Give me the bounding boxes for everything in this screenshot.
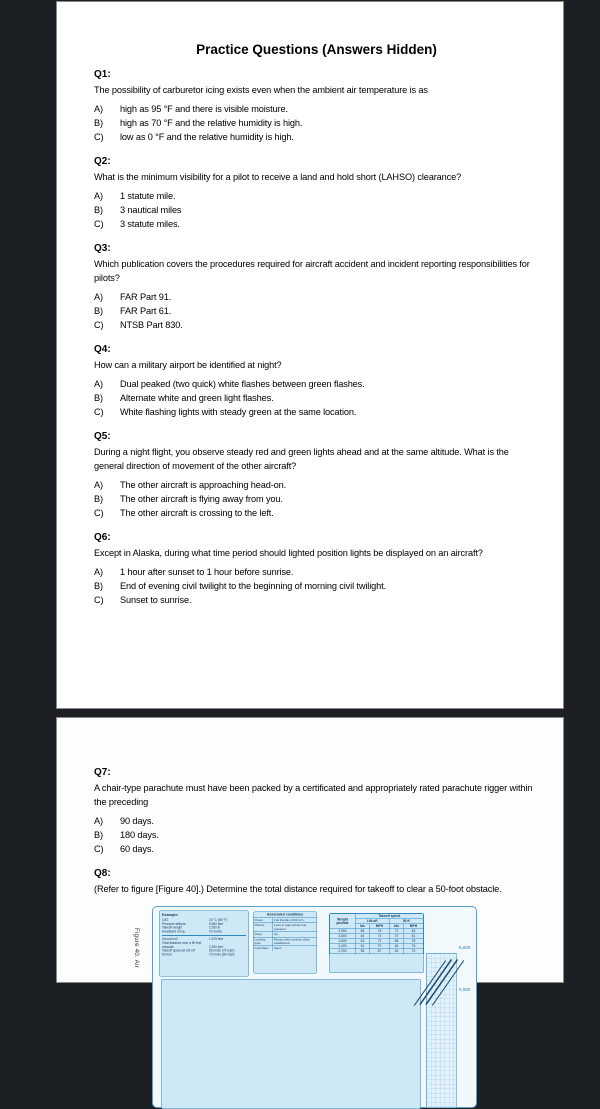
question-text: The possibility of carburetor icing exists even when the ambient air temperature is as	[94, 85, 428, 95]
option-letter: B)	[94, 306, 103, 316]
option-letter: A)	[94, 567, 103, 577]
fifty-ft-header: 50 ft	[389, 919, 423, 924]
cell: 72	[370, 939, 390, 944]
cell: 72	[389, 929, 403, 934]
option-row	[94, 391, 539, 405]
unit-header: kts	[389, 924, 403, 929]
question-options	[94, 565, 539, 607]
cell: 76	[370, 929, 390, 934]
example-row	[162, 941, 246, 949]
condition-key: Power	[254, 918, 274, 923]
option-text: 3 statute miles.	[120, 219, 180, 229]
figure-grid-panel	[426, 953, 457, 1108]
cell: 78	[404, 939, 424, 944]
option-text: Alternate white and green light flashes.	[120, 393, 274, 403]
option-letter: A)	[94, 292, 103, 302]
option-row	[94, 565, 539, 579]
question-block-q7	[94, 767, 539, 856]
example-key: Takeoff weight	[162, 926, 183, 930]
option-row	[94, 842, 539, 856]
condition-row	[254, 923, 317, 932]
question-options	[94, 814, 539, 856]
condition-value: Retract after positive climb established	[274, 937, 310, 946]
cell: 64	[355, 934, 369, 939]
question-label: Q1:	[94, 69, 111, 80]
option-text: 1 statute mile.	[120, 191, 176, 201]
example-value: 15 °C (59 °F)	[209, 918, 228, 922]
option-row	[94, 116, 539, 130]
question-block-q1	[94, 69, 539, 144]
question-block-q4	[94, 344, 539, 419]
option-row	[94, 579, 539, 593]
example-key: Pressure altitude	[162, 922, 186, 926]
question-label: Q7:	[94, 767, 111, 778]
question-label: Q2:	[94, 156, 111, 167]
unit-header: MPH	[370, 924, 390, 929]
unit-header: kts	[355, 924, 369, 929]
table-row	[330, 949, 424, 954]
example-key: Headwind comp.	[162, 929, 186, 934]
question-text: How can a military airport be identified at night?	[94, 360, 282, 370]
option-row	[94, 478, 539, 492]
option-text: NTSB Part 830.	[120, 320, 183, 330]
cell: 63	[355, 939, 369, 944]
example-key: Total distance over a 50 feet obstacle	[162, 941, 202, 949]
option-letter: C)	[94, 508, 104, 518]
option-text: FAR Part 91.	[120, 292, 172, 302]
option-text: low as 0 °F and the relative humidity is high.	[120, 132, 294, 142]
option-letter: C)	[94, 132, 104, 142]
unit-header: MPH	[404, 924, 424, 929]
figure-40-container	[152, 906, 477, 1108]
option-text: high as 70 °F and the relative humidity is high.	[120, 118, 303, 128]
example-row	[162, 930, 246, 934]
option-letter: B)	[94, 494, 103, 504]
figure-takeoff-speed-table	[329, 913, 424, 973]
option-text: The other aircraft is flying away from you.	[120, 494, 283, 504]
takeoff-speed-header: Takeoff speed	[355, 914, 423, 919]
option-letter: C)	[94, 844, 104, 854]
question-text: What is the minimum visibility for a pilot to receive a land and hold short (LAHSO) clearance?	[94, 172, 462, 182]
example-row	[162, 953, 246, 957]
condition-key: Mixture	[254, 923, 274, 931]
option-letter: C)	[94, 320, 104, 330]
cell: 70	[370, 944, 390, 949]
option-row	[94, 304, 539, 318]
figure-chart-area	[161, 979, 421, 1109]
cell-weight: 2,600	[330, 939, 356, 944]
cell: 58	[355, 949, 369, 954]
question-label: Q5:	[94, 431, 111, 442]
option-text: FAR Part 61.	[120, 306, 172, 316]
condition-value: Open	[274, 946, 282, 951]
question-block-q5	[94, 431, 539, 520]
question-label: Q4:	[94, 344, 111, 355]
example-divider	[162, 935, 246, 936]
condition-value: Full throttle 2,600 rpm	[274, 918, 304, 922]
condition-key: Cowl flaps	[254, 946, 274, 951]
document-title: Practice Questions (Answers Hidden)	[196, 42, 437, 57]
option-text: 90 days.	[120, 816, 154, 826]
option-letter: C)	[94, 595, 104, 605]
question-label: Q6:	[94, 532, 111, 543]
axis-label-6000: 6,000	[459, 945, 471, 950]
guide-line	[432, 960, 464, 1006]
liftoff-header: Lift-off	[355, 919, 389, 924]
option-text: Sunset to sunrise.	[120, 595, 192, 605]
weight-header: Weight pounds	[330, 914, 356, 929]
question-options	[94, 189, 539, 231]
option-row	[94, 405, 539, 419]
option-letter: B)	[94, 830, 103, 840]
option-letter: A)	[94, 379, 103, 389]
document-page-2	[57, 718, 563, 992]
associated-conditions-title: Associated conditions	[254, 912, 317, 918]
option-row	[94, 189, 539, 203]
cell-weight: 2,800	[330, 934, 356, 939]
condition-value: Up	[274, 932, 278, 937]
option-letter: B)	[94, 118, 103, 128]
cell: 63	[389, 949, 403, 954]
example-title: Example:	[162, 912, 179, 917]
cell: 68	[389, 939, 403, 944]
question-text: (Refer to figure [Figure 40].) Determine the total distance required for takeoff to clear a 50-foot obstacle.	[94, 884, 502, 894]
option-letter: A)	[94, 191, 103, 201]
example-key: Ground roll	[162, 937, 178, 942]
option-row	[94, 492, 539, 506]
condition-key: Flaps	[254, 932, 274, 937]
figure-caption: Figure 40. Air	[133, 928, 139, 968]
example-value: 5,650 feet	[209, 922, 224, 926]
cell: 83	[404, 929, 424, 934]
option-row	[94, 377, 539, 391]
option-row	[94, 203, 539, 217]
example-value: 2,300 feet	[209, 945, 224, 949]
question-options	[94, 377, 539, 419]
option-text: Dual peaked (two quick) white flashes between green flashes.	[120, 379, 365, 389]
question-text: Which publication covers the procedures required for aircraft accident and incident reporting responsibilities for pilots?	[94, 259, 530, 283]
option-row	[94, 130, 539, 144]
option-text: The other aircraft is approaching head-on.	[120, 480, 287, 490]
example-value: 9.0 knots	[209, 929, 222, 934]
example-key: OAT	[162, 918, 169, 922]
question-block-q6	[94, 532, 539, 607]
option-text: high as 95 °F and there is visible moisture.	[120, 104, 288, 114]
question-options	[94, 478, 539, 520]
option-row	[94, 593, 539, 607]
option-row	[94, 814, 539, 828]
question-text: A chair-type parachute must have been packed by a certificated and appropriately rated parachute rigger within the preceding	[94, 783, 533, 807]
cell-weight: 2,950	[330, 929, 356, 934]
question-options	[94, 290, 539, 332]
option-letter: C)	[94, 219, 104, 229]
example-key: 50 feet	[162, 952, 172, 957]
condition-key: Landing gear	[254, 937, 274, 945]
cell: 74	[370, 934, 390, 939]
cell-weight: 2,400	[330, 944, 356, 949]
example-value: 1,375 feet	[209, 937, 224, 942]
option-letter: B)	[94, 205, 103, 215]
option-letter: A)	[94, 816, 103, 826]
cell-weight: 2,200	[330, 949, 356, 954]
example-key: Takeoff speed at Lift-off	[162, 949, 195, 953]
cell: 76	[404, 944, 424, 949]
option-letter: A)	[94, 104, 103, 114]
cell: 67	[370, 949, 390, 954]
cell: 70	[389, 934, 403, 939]
example-value: 72 knots (80 mph)	[209, 952, 235, 957]
cell: 73	[404, 949, 424, 954]
option-letter: C)	[94, 407, 104, 417]
figure-associated-conditions-box	[253, 912, 317, 974]
question-text: During a night flight, you observe steady red and green lights ahead and at the same altitude. What is the general direction of movement of the other aircraft?	[94, 447, 509, 471]
option-row	[94, 102, 539, 116]
option-text: The other aircraft is crossing to the left.	[120, 508, 274, 518]
question-label: Q8:	[94, 868, 111, 879]
option-row	[94, 290, 539, 304]
option-text: 180 days.	[120, 830, 159, 840]
option-letter: B)	[94, 581, 103, 591]
axis-label-5000: 5,000	[459, 987, 471, 992]
option-row	[94, 506, 539, 520]
cell: 81	[404, 934, 424, 939]
condition-row	[254, 937, 317, 946]
cell: 66	[355, 929, 369, 934]
question-text: Except in Alaska, during what time period should lighted position lights be displayed on an aircraft?	[94, 548, 483, 558]
condition-row	[254, 946, 317, 951]
option-text: White flashing lights with steady green at the same location.	[120, 407, 357, 417]
cell: 61	[355, 944, 369, 949]
cell: 66	[389, 944, 403, 949]
option-text: 60 days.	[120, 844, 154, 854]
option-text: 3 nautical miles	[120, 205, 182, 215]
option-text: End of evening civil twilight to the beginning of morning civil twilight.	[120, 581, 386, 591]
option-row	[94, 828, 539, 842]
document-page-1	[57, 2, 563, 708]
figure-example-box	[159, 911, 249, 977]
question-options	[94, 102, 539, 144]
question-block-q2	[94, 156, 539, 231]
example-value: 66 knots (76 mph)	[209, 949, 235, 953]
option-letter: A)	[94, 480, 103, 490]
question-label: Q3:	[94, 243, 111, 254]
option-row	[94, 217, 539, 231]
option-letter: B)	[94, 393, 103, 403]
example-value: 2,950 lb	[209, 926, 221, 930]
condition-value: Lean to appropriate fuel pressure	[274, 923, 307, 931]
question-block-q8	[94, 868, 539, 896]
option-text: 1 hour after sunset to 1 hour before sunrise.	[120, 567, 294, 577]
option-row	[94, 318, 539, 332]
question-block-q3	[94, 243, 539, 332]
